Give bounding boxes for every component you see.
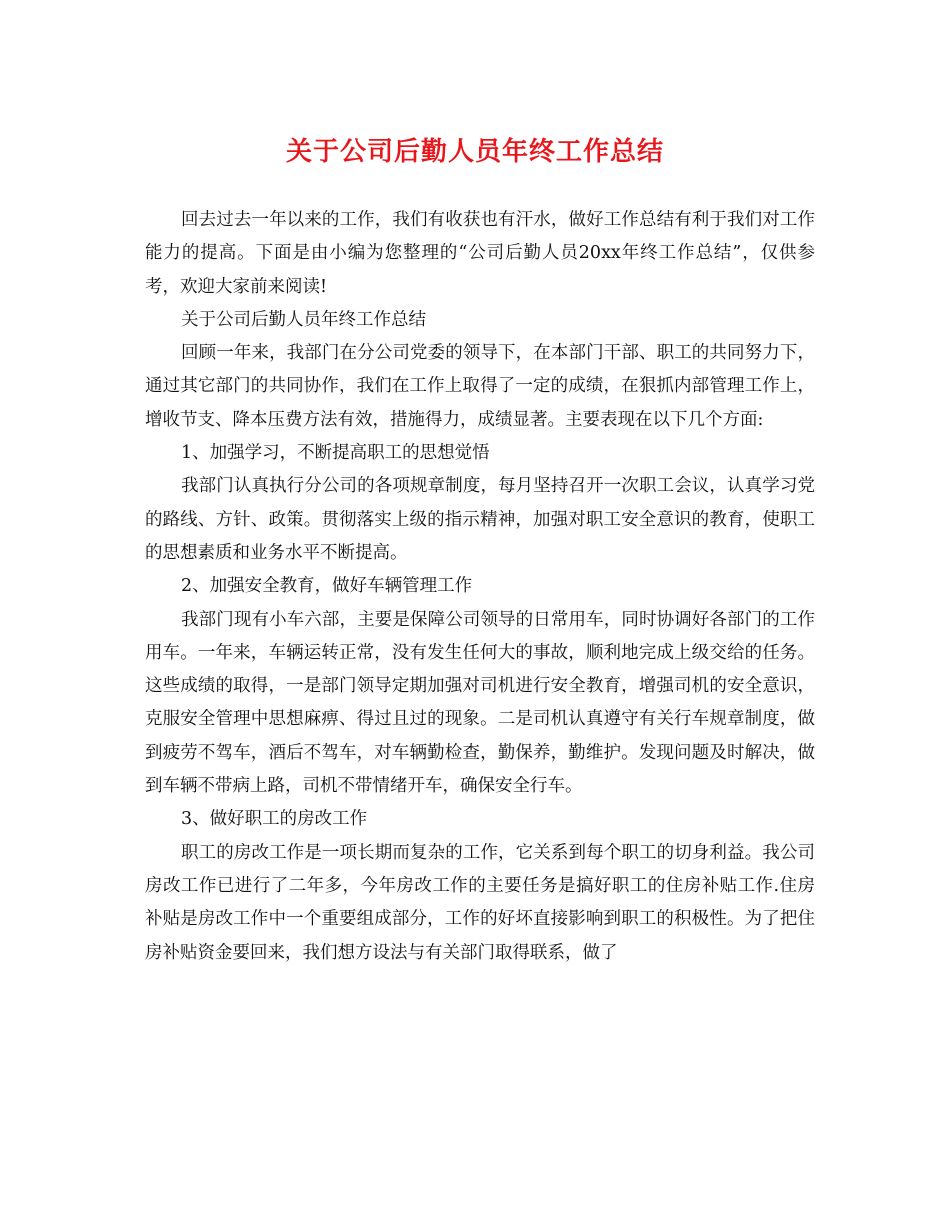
document-body xyxy=(145,204,815,970)
paragraph-section-3: 职工的房改工作是一项长期而复杂的工作，它关系到每个职工的切身利益。我公司房改工作已进行了二年多，今年房改工作的主要任务是搞好职工的住房补贴工作.住房补贴是房改工作中一个重要组成部分，工作的好坏直接影响到职工的积极性。为了把住房补贴资金要回来，我们想方设法与有关部门取得联系，做了 xyxy=(145,842,815,963)
paragraph-review: 回顾一年来，我部门在分公司党委的领导下，在本部门干部、职工的共同努力下，通过其它部门的共同协作，我们在工作上取得了一定的成绩，在狠抓内部管理工作上，增收节支、降本压费方法有效，措施得力，成绩显著。主要表现在以下几个方面: xyxy=(145,343,815,430)
document-title: 关于公司后勤人员年终工作总结 xyxy=(285,137,664,167)
section-heading-2: 2、加强安全教育，做好车辆管理工作 xyxy=(181,576,473,597)
paragraph-intro: 回去过去一年以来的工作，我们有收获也有汗水，做好工作总结有利于我们对工作能力的提高。下面是由小编为您整理的“公司后勤人员20xx年终工作总结”，仅供参考，欢迎大家前来阅读! xyxy=(145,210,815,297)
section-heading-1: 1、加强学习，不断提高职工的思想觉悟 xyxy=(181,443,490,464)
section-heading-3: 3、做好职工的房改工作 xyxy=(181,809,368,830)
paragraph-section-1: 我部门认真执行分公司的各项规章制度，每月坚持召开一次职工会议，认真学习党的路线、方针、政策。贯彻落实上级的指示精神，加强对职工安全意识的教育，使职工的思想素质和业务水平不断提高。 xyxy=(145,476,815,563)
paragraph-subtitle: 关于公司后勤人员年终工作总结 xyxy=(181,309,426,330)
paragraph-section-2: 我部门现有小车六部，主要是保障公司领导的日常用车，同时协调好各部门的工作用车。一年来，车辆运转正常，没有发生任何大的事故，顺利地完成上级交给的任务。这些成绩的取得，一是部门领导定期加强对司机进行安全教育，增强司机的安全意识，克服安全管理中思想麻痹、得过且过的现象。二是司机认真遵守有关行车规章制度，做到疲劳不驾车，酒后不驾车，对车辆勤检查，勤保养，勤维护。发现问题及时解决，做到车辆不带病上路，司机不带情绪开车，确保安全行车。 xyxy=(145,609,815,797)
